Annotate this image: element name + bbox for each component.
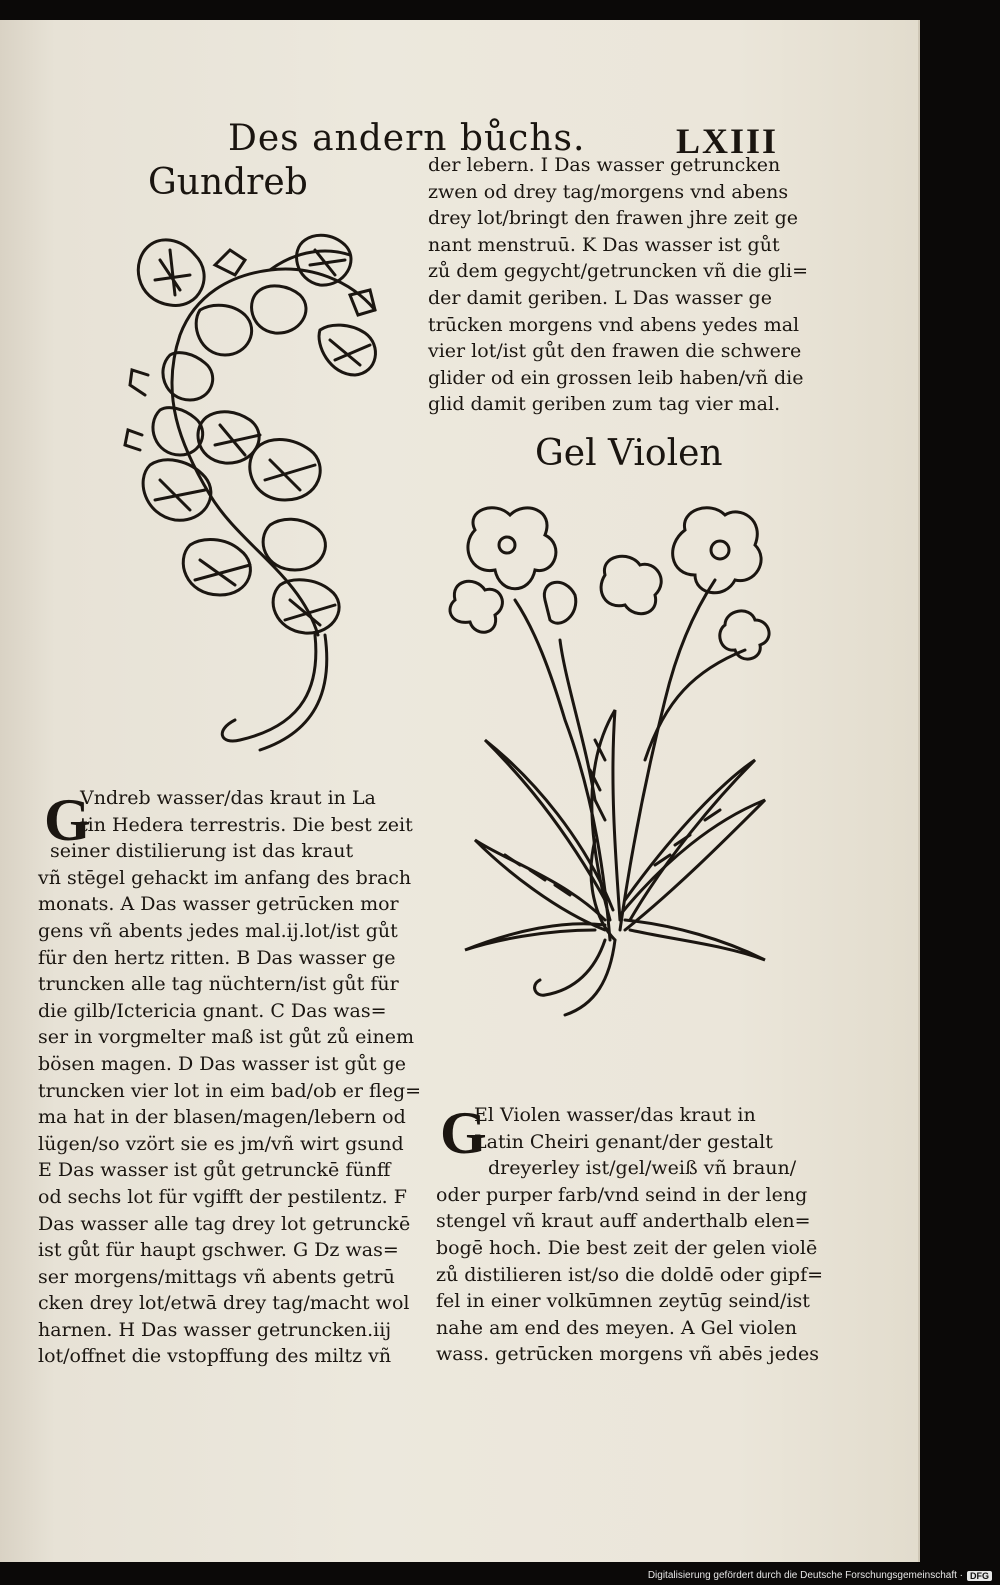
text-line: gens vñ abents jedes mal.ij.lot/ist gůt	[38, 919, 398, 942]
text-line: der damit geriben. L Das wasser ge	[428, 286, 772, 309]
text-line: stengel vñ kraut auff anderthalb elen=	[436, 1210, 811, 1233]
text-line: Latin Cheiri genant/der gestalt	[474, 1130, 773, 1153]
text-line: wass. getrūcken morgens vñ abēs jedes	[436, 1343, 820, 1366]
text-line: E Das wasser ist gůt getrunckē fünff	[38, 1159, 391, 1182]
text-line: vñ stēgel gehackt im anfang des brach	[38, 866, 412, 889]
text-line: ma hat in der blasen/magen/lebern od	[38, 1106, 406, 1129]
text-line: die gilb/Ictericia gnant. C Das was=	[38, 999, 387, 1022]
text-line: bogē hoch. Die best zeit der gelen violē	[436, 1236, 818, 1259]
text-line: glid damit geriben zum tag vier mal.	[428, 393, 781, 416]
text-line: monats. A Das wasser getrūcken mor	[38, 893, 399, 916]
continuation-text-column	[428, 152, 808, 418]
folio-number: LXIII	[676, 121, 779, 161]
book-page	[0, 20, 920, 1562]
text-line: für den hertz ritten. B Das wasser ge	[38, 946, 396, 969]
text-line: cken drey lot/etwā drey tag/macht wol	[38, 1292, 410, 1315]
text-line: bösen magen. D Das wasser ist gůt ge	[38, 1052, 407, 1075]
text-line: zwen od drey tag/morgens vnd abens	[428, 180, 789, 203]
running-head: Des andern bůchs.	[228, 118, 586, 159]
text-line: glider od ein grossen leib haben/vñ die	[428, 366, 804, 389]
footer-credit-text: Digitalisierung gefördert durch die Deutsche Forschungsgemeinschaft ·	[647, 1570, 963, 1581]
text-line: lügen/so vzört sie es jm/vñ wirt gsund	[38, 1132, 404, 1155]
plant-title-gundreb: Gundreb	[148, 162, 308, 203]
text-line: zů dem gegycht/getruncken vñ die gli=	[428, 260, 809, 283]
text-line: Vndreb wasser/das kraut in La	[80, 787, 376, 809]
text-line: nahe am end des meyen. A Gel violen	[436, 1316, 798, 1339]
text-line: vier lot/ist gůt den frawen die schwere	[428, 340, 802, 363]
text-line: ser in vorgmelter maß ist gůt zů einem	[38, 1026, 414, 1049]
gel-violen-woodcut-illustration	[445, 500, 775, 1020]
bleed-through-text	[30, 160, 35, 186]
plant-title-gel-violen: Gel Violen	[535, 433, 723, 474]
drop-cap-g-right: G	[440, 1100, 487, 1166]
gundreb-woodcut-illustration	[120, 215, 400, 775]
text-line: nant menstruū. K Das wasser ist gůt	[428, 233, 780, 256]
text-line: drey lot/bringt den frawen jhre zeit ge	[428, 207, 799, 230]
drop-cap-g-left: G	[44, 787, 91, 853]
gundreb-text-column	[38, 785, 422, 1370]
text-line: dreyerley ist/gel/weiß vñ braun/	[488, 1157, 797, 1180]
text-line: El Violen wasser/das kraut in	[474, 1104, 756, 1126]
text-line: oder purper farb/vnd seind in der leng	[436, 1183, 808, 1206]
text-line: ser morgens/mittags vñ abents getrū	[38, 1265, 395, 1288]
text-line: fel in einer volkūmnen zeytūg seind/ist	[436, 1290, 810, 1313]
text-line: od sechs lot für vgifft der pestilentz. F	[38, 1185, 407, 1208]
text-line: harnen. H Das wasser getruncken.iij	[38, 1318, 392, 1341]
text-line: der lebern. I Das wasser getruncken	[428, 154, 781, 176]
text-line: lot/offnet die vstopffung des miltz vñ	[38, 1345, 392, 1368]
text-line: ist gůt für haupt gschwer. G Dz was=	[38, 1239, 399, 1262]
dfg-logo: DFG	[967, 1571, 992, 1581]
text-line: truncken alle tag nüchtern/ist gůt für	[38, 973, 399, 996]
text-line: truncken vier lot in eim bad/ob er fleg=	[38, 1079, 422, 1102]
text-line: seiner distilierung ist das kraut	[50, 840, 354, 863]
text-line: tin Hedera terrestris. Die best zeit	[80, 813, 413, 836]
gel-violen-text-column	[436, 1102, 824, 1368]
text-line: Das wasser alle tag drey lot getrunckē	[38, 1212, 411, 1235]
text-line: zů distilieren ist/so die doldē oder gipf=	[436, 1263, 824, 1286]
text-line: trūcken morgens vnd abens yedes mal	[428, 313, 800, 336]
digitization-footer	[648, 1570, 992, 1581]
